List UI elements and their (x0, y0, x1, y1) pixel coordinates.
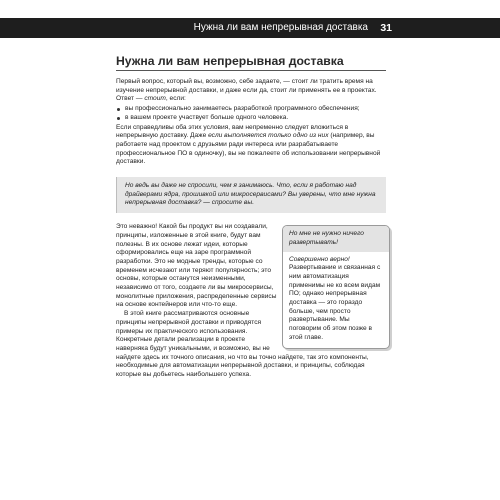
sidebar-answer (289, 256, 383, 343)
intro-paragraph (116, 78, 386, 104)
conditions-text-a: Если справедливы оба этих условия, вам непременно следует вложиться в непрерывную доставку. Даже (116, 123, 349, 140)
running-header (0, 18, 500, 38)
conditions-text-b: (например, вы работаете над проектом с друзьями ради интереса или разрабатываете профессиональное ПО в одиночку), вы не пожалеете об использовании непрерывной доставки. (116, 132, 381, 166)
conditions-paragraph (116, 124, 386, 168)
intro-text-b: , если: (165, 95, 186, 103)
reader-question-box (116, 177, 386, 213)
reader-question-text: Но ведь вы даже не спросили, чем я занимаюсь. Что, если я работаю над драйверами ядра, прошивкой или микросервисами? Вы уверены, что мне нужна непрерывная доставка? — (125, 182, 376, 207)
sidebar-answer-block (283, 252, 389, 348)
intro-emphasis: стоит (144, 95, 166, 103)
conditions-emphasis: если выполняется только одно из них (208, 132, 329, 140)
section-title: Нужна ли вам непрерывная доставка (116, 54, 386, 71)
sidebar-answer-lead: Совершенно верно! (289, 255, 350, 263)
body-paragraph: Это неважно! Какой бы продукт вы ни создавали, принципы, изложенные в этой книге, будут вам полезны. В их основе лежат идеи, которые сформировались еще на заре программной разработки. Это не модные тренды, которые со временем исчезают или теряют популярность; это основы, которые останутся неизменными, независимо от того, создаете ли вы микросервисы, монолитные приложения, распределенные сервисы на основе контейнеров или что-то еще. (116, 223, 277, 309)
list-item: в вашем проекте участвует больше одного человека. (116, 114, 386, 123)
conditions-list (116, 105, 386, 122)
sidebar-answer-text: Развертывание и связанная с ним автоматизация применимы не ко всем видам ПО; однако непрерывная доставка — это гораздо больше, чем просто развертывание. Мы поговорим об этом позже в этой главе. (289, 264, 381, 341)
page-content (116, 54, 386, 380)
page-number: 31 (380, 22, 392, 34)
sidebar-question: Но мне не нужно ничего развертывать! (289, 230, 364, 246)
body-section (116, 223, 386, 380)
reader-question (125, 182, 380, 208)
list-item: вы профессионально занимаетесь разработкой программного обеспечения; (116, 105, 386, 114)
reader-question-tail: спросите вы. (211, 199, 255, 207)
body-paragraph-continued: найдете здесь их точного описания, но что вы точно найдете, так это компоненты, необходимые для автоматизации непрерывной доставки, и принципы, соблюдая которые вы добьетесь наибольшего успеха. (116, 353, 369, 379)
body-left-column (116, 223, 278, 354)
intro-text-a: Первый вопрос, который вы, возможно, себе задаете, — стоит ли тратить время на изучение непрерывной доставки, и даже если да, стоит ли применять ее в проектах. Ответ — (116, 78, 377, 103)
sidebar-question-block (283, 226, 389, 251)
body-paragraph: В этой книге рассматриваются основные принципы непрерывной доставки и приводятся примеры их практического использования. Конкретные детали реализации в проекте наверняка будут уникальными, и возможно, вы не (116, 310, 270, 352)
sidebar-callout (282, 225, 390, 348)
running-header-title: Нужна ли вам непрерывная доставка (193, 22, 368, 33)
